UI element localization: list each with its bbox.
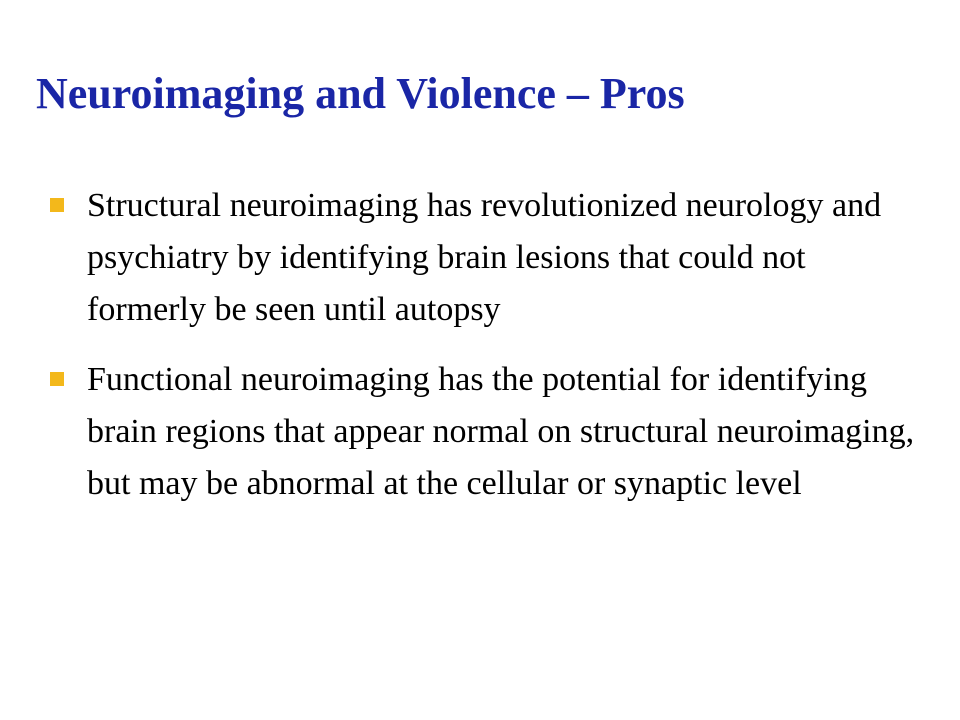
bullet-list bbox=[44, 180, 924, 528]
bullet-text: Functional neuroimaging has the potential for identifying brain regions that appear normal on structural neuroimaging, but may be abnormal at the cellular or synaptic level bbox=[87, 361, 915, 502]
bullet-item bbox=[44, 180, 924, 336]
bullet-text: Structural neuroimaging has revolutionized neurology and psychiatry by identifying brain lesions that could not formerly be seen until autopsy bbox=[87, 187, 882, 328]
bullet-item bbox=[44, 354, 924, 510]
square-bullet-icon bbox=[50, 372, 64, 386]
slide-title: Neuroimaging and Violence – Pros bbox=[36, 69, 685, 118]
square-bullet-icon bbox=[50, 198, 64, 212]
